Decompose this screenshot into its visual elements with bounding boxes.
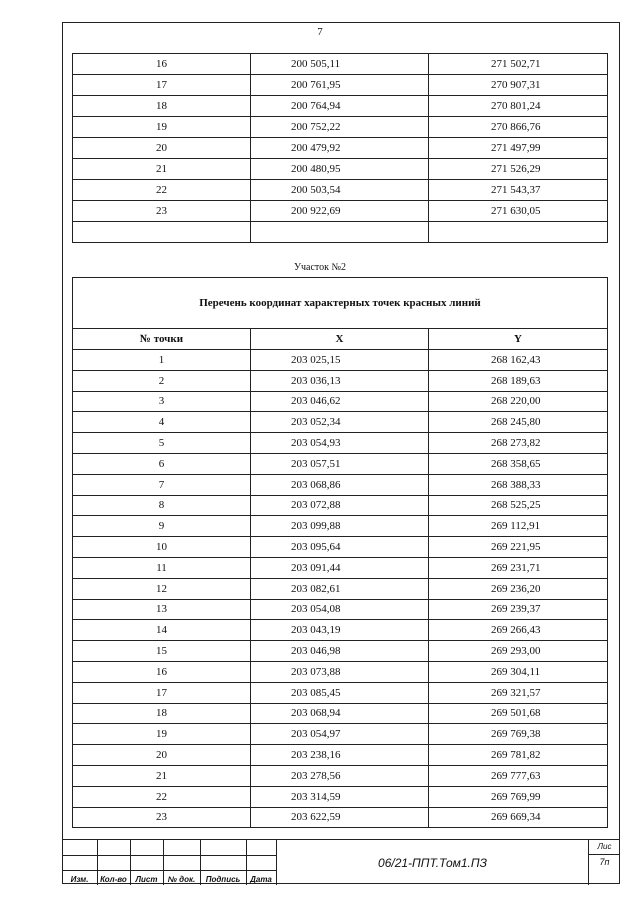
x-cell: 203 278,56 (251, 765, 429, 786)
table-row (73, 159, 608, 180)
header-point-number: № точки (73, 329, 251, 350)
table-row (73, 599, 608, 620)
x-cell: 203 082,61 (251, 578, 429, 599)
point-number-cell: 17 (73, 682, 251, 703)
point-number-cell: 19 (73, 117, 251, 138)
table-row (73, 370, 608, 391)
y-cell: 268 358,65 (429, 453, 608, 474)
point-number-cell: 17 (73, 75, 251, 96)
table-row (73, 807, 608, 828)
coordinates-table-section-2 (72, 277, 608, 828)
x-cell: 203 054,08 (251, 599, 429, 620)
x-cell: 203 099,88 (251, 516, 429, 537)
sheet-box (589, 840, 620, 885)
y-cell: 269 781,82 (429, 745, 608, 766)
x-cell: 200 752,22 (251, 117, 429, 138)
table-row (73, 724, 608, 745)
x-cell: 203 068,86 (251, 474, 429, 495)
table-row (73, 54, 608, 75)
y-cell: 270 907,31 (429, 75, 608, 96)
point-number-cell: 22 (73, 180, 251, 201)
x-cell: 203 068,94 (251, 703, 429, 724)
table-row (73, 703, 608, 724)
x-cell: 203 622,59 (251, 807, 429, 828)
y-cell: 268 388,33 (429, 474, 608, 495)
table-row (73, 453, 608, 474)
y-cell: 269 321,57 (429, 682, 608, 703)
x-cell: 203 057,51 (251, 453, 429, 474)
y-cell: 269 293,00 (429, 641, 608, 662)
point-number-cell: 1 (73, 350, 251, 371)
point-number-cell: 16 (73, 661, 251, 682)
point-number-cell: 6 (73, 453, 251, 474)
title-block (62, 839, 620, 884)
y-cell: 269 304,11 (429, 661, 608, 682)
x-cell: 203 036,13 (251, 370, 429, 391)
table-row (73, 75, 608, 96)
x-cell: 203 072,88 (251, 495, 429, 516)
point-number-cell: 8 (73, 495, 251, 516)
y-cell: 270 866,76 (429, 117, 608, 138)
y-cell: 268 220,00 (429, 391, 608, 412)
label-sheet: Лист (135, 875, 158, 884)
y-cell: 268 189,63 (429, 370, 608, 391)
table-row (73, 412, 608, 433)
point-number-cell: 14 (73, 620, 251, 641)
table-row (73, 745, 608, 766)
table-row (73, 201, 608, 222)
x-cell: 203 054,97 (251, 724, 429, 745)
y-cell: 268 525,25 (429, 495, 608, 516)
point-number-cell: 7 (73, 474, 251, 495)
point-number-cell: 10 (73, 537, 251, 558)
y-cell: 269 239,37 (429, 599, 608, 620)
point-number-cell: 21 (73, 159, 251, 180)
table-title: Перечень координат характерных точек красных линий (73, 278, 608, 329)
point-number-cell: 22 (73, 786, 251, 807)
x-cell: 203 046,62 (251, 391, 429, 412)
y-cell: 268 245,80 (429, 412, 608, 433)
x-cell: 203 025,15 (251, 350, 429, 371)
sheet-number: 7п (599, 857, 610, 867)
y-cell: 271 502,71 (429, 54, 608, 75)
x-cell (251, 222, 429, 243)
table-row (73, 786, 608, 807)
y-cell (429, 222, 608, 243)
x-cell: 203 314,59 (251, 786, 429, 807)
x-cell: 203 043,19 (251, 620, 429, 641)
x-cell: 200 503,54 (251, 180, 429, 201)
point-number-cell: 9 (73, 516, 251, 537)
x-cell: 200 764,94 (251, 96, 429, 117)
point-number-cell: 5 (73, 433, 251, 454)
table-row (73, 516, 608, 537)
point-number-cell: 21 (73, 765, 251, 786)
label-date: Дата (250, 875, 272, 884)
y-cell: 269 231,71 (429, 557, 608, 578)
y-cell: 269 221,95 (429, 537, 608, 558)
table-row (73, 557, 608, 578)
table-row (73, 578, 608, 599)
y-cell: 269 112,91 (429, 516, 608, 537)
x-cell: 203 073,88 (251, 661, 429, 682)
table-row (73, 495, 608, 516)
y-cell: 269 501,68 (429, 703, 608, 724)
x-cell: 200 479,92 (251, 138, 429, 159)
table-row (73, 537, 608, 558)
point-number-cell: 19 (73, 724, 251, 745)
table-row (73, 180, 608, 201)
point-number-cell: 11 (73, 557, 251, 578)
y-cell: 268 162,43 (429, 350, 608, 371)
sheet-label: Лис (597, 842, 612, 851)
y-cell: 269 777,63 (429, 765, 608, 786)
coordinates-table-continued (72, 53, 608, 243)
table-row (73, 765, 608, 786)
x-cell: 203 095,64 (251, 537, 429, 558)
table-row (73, 138, 608, 159)
point-number-cell: 16 (73, 54, 251, 75)
x-cell: 203 091,44 (251, 557, 429, 578)
y-cell: 269 769,38 (429, 724, 608, 745)
table-row (73, 661, 608, 682)
point-number-cell: 18 (73, 703, 251, 724)
y-cell: 268 273,82 (429, 433, 608, 454)
header-y: Y (429, 329, 608, 350)
table-row (73, 474, 608, 495)
point-number-cell: 20 (73, 745, 251, 766)
label-signature: Подпись (205, 875, 241, 884)
section-label: Участок №2 (293, 262, 347, 273)
x-cell: 200 480,95 (251, 159, 429, 180)
label-quantity: Кол-во (100, 875, 127, 884)
header-x: X (251, 329, 429, 350)
point-number-cell: 20 (73, 138, 251, 159)
point-number-cell: 4 (73, 412, 251, 433)
y-cell: 269 669,34 (429, 807, 608, 828)
x-cell: 203 085,45 (251, 682, 429, 703)
x-cell: 203 238,16 (251, 745, 429, 766)
table-row (73, 391, 608, 412)
y-cell: 269 266,43 (429, 620, 608, 641)
table-row (73, 222, 608, 243)
table-row (73, 641, 608, 662)
x-cell: 200 922,69 (251, 201, 429, 222)
point-number-cell: 23 (73, 807, 251, 828)
x-cell: 200 505,11 (251, 54, 429, 75)
y-cell: 271 630,05 (429, 201, 608, 222)
x-cell: 200 761,95 (251, 75, 429, 96)
label-doc-number: № док. (167, 875, 196, 884)
label-change: Изм. (70, 875, 89, 884)
table-row (73, 433, 608, 454)
point-number-cell: 12 (73, 578, 251, 599)
point-number-cell: 2 (73, 370, 251, 391)
x-cell: 203 052,34 (251, 412, 429, 433)
table-row (73, 682, 608, 703)
point-number-cell: 13 (73, 599, 251, 620)
table-row (73, 620, 608, 641)
revision-grid (62, 840, 276, 885)
y-cell: 271 497,99 (429, 138, 608, 159)
x-cell: 203 054,93 (251, 433, 429, 454)
y-cell: 270 801,24 (429, 96, 608, 117)
table-row (73, 117, 608, 138)
point-number-cell: 3 (73, 391, 251, 412)
point-number-cell: 15 (73, 641, 251, 662)
document-code: 06/21-ППТ.Том1.ПЗ (276, 840, 589, 885)
y-cell: 271 526,29 (429, 159, 608, 180)
table-row (73, 96, 608, 117)
x-cell: 203 046,98 (251, 641, 429, 662)
point-number-cell: 23 (73, 201, 251, 222)
page-number: 7 (317, 26, 323, 38)
y-cell: 271 543,37 (429, 180, 608, 201)
y-cell: 269 236,20 (429, 578, 608, 599)
table-row (73, 350, 608, 371)
y-cell: 269 769,99 (429, 786, 608, 807)
point-number-cell (73, 222, 251, 243)
point-number-cell: 18 (73, 96, 251, 117)
